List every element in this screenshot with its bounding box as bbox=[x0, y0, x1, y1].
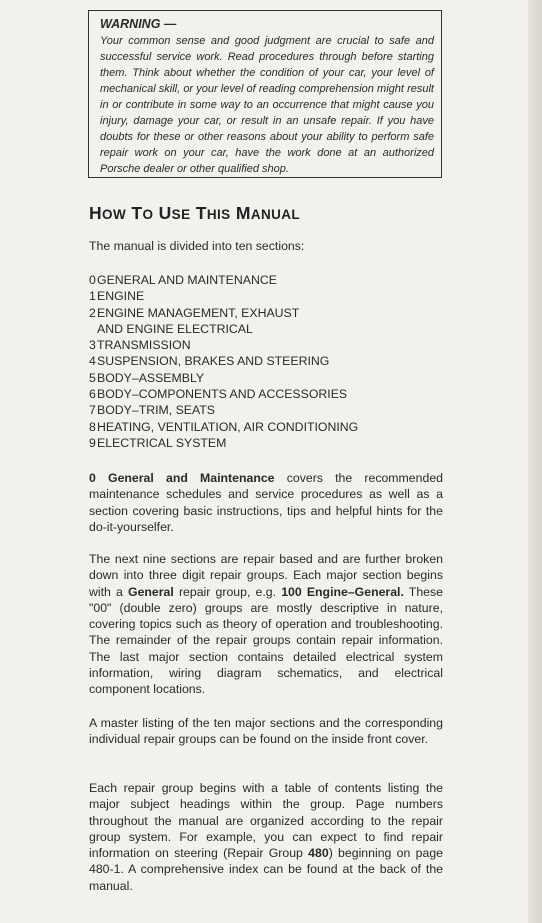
repair-sections-paragraph bbox=[89, 551, 443, 698]
paragraph-text: The next nine sections are repair based and are further broken down into three digit repair groups. Each major section begins with a bbox=[89, 552, 443, 599]
section-label: SUSPENSION, BRAKES AND STEERING bbox=[97, 354, 330, 369]
section-item bbox=[89, 386, 443, 402]
paragraph-text: ) beginning on page 480-1. A comprehensive index can be found at the back of the manual. bbox=[89, 846, 443, 893]
section-label: ELECTRICAL SYSTEM bbox=[97, 435, 227, 450]
section-item bbox=[89, 402, 443, 418]
section-item bbox=[89, 435, 443, 451]
section-label: HEATING, VENTILATION, AIR CONDITIONING bbox=[97, 419, 359, 434]
section-item bbox=[89, 305, 443, 321]
heading-letter: T bbox=[131, 203, 143, 223]
section-number: 5 bbox=[89, 370, 96, 385]
section-number: 9 bbox=[89, 435, 96, 450]
section-label: ENGINE bbox=[97, 289, 145, 304]
section-label: TRANSMISSION bbox=[97, 338, 191, 353]
section-number: 1 bbox=[89, 289, 96, 304]
section-label: ENGINE MANAGEMENT, EXHAUST bbox=[97, 305, 300, 320]
heading-letters: HIS bbox=[206, 207, 231, 222]
section-number: 7 bbox=[89, 403, 96, 418]
heading-letters: OW bbox=[102, 207, 127, 222]
bold-term: 480 bbox=[308, 846, 329, 861]
paragraph-text: repair group, e.g. bbox=[173, 584, 282, 599]
section-item bbox=[89, 337, 443, 353]
paragraph-text: Each repair group begins with a table of contents listing the major subject headings within the group. Page numbers throughout the manual are organized according to the repair group system. For example, you can expect to find repair information on steering (Repair Group bbox=[89, 781, 443, 861]
section-number: 3 bbox=[89, 338, 96, 353]
warning-title: WARNING — bbox=[100, 17, 177, 31]
repair-group-paragraph bbox=[89, 780, 443, 894]
warning-box bbox=[88, 10, 442, 178]
master-listing-paragraph: A master listing of the ten major sections and the corresponding individual repair groups can be found on the inside front cover. bbox=[89, 716, 443, 747]
section-number: 6 bbox=[89, 387, 96, 402]
page-edge bbox=[528, 0, 542, 923]
sections-list bbox=[89, 272, 443, 451]
section-number: 2 bbox=[89, 305, 96, 320]
section-item bbox=[89, 419, 443, 435]
heading-letter: U bbox=[158, 203, 172, 223]
intro-paragraph: The manual is divided into ten sections: bbox=[89, 239, 305, 253]
heading-letters: O bbox=[142, 207, 154, 222]
heading-letter: T bbox=[195, 203, 207, 223]
heading-letters: SE bbox=[171, 207, 191, 222]
bold-term: 100 Engine–General. bbox=[281, 584, 404, 599]
general-maintenance-paragraph bbox=[89, 470, 443, 535]
section-number: 8 bbox=[89, 419, 96, 434]
section-number: 4 bbox=[89, 354, 96, 369]
heading-letters: ANUAL bbox=[250, 207, 301, 222]
section-label: BODY–COMPONENTS AND ACCESSORIES bbox=[97, 387, 348, 402]
section-label: BODY–ASSEMBLY bbox=[97, 370, 205, 385]
section-heading bbox=[89, 203, 300, 224]
section-number: 0 bbox=[89, 273, 96, 287]
section-item bbox=[89, 370, 443, 386]
section-item bbox=[89, 353, 443, 369]
section-label: GENERAL AND MAINTENANCE bbox=[97, 273, 277, 287]
paragraph-text: covers the recommended maintenance schedules and service procedures as well as a section covering basic instructions, tips and helpful hints for the do-it-yourselfer. bbox=[89, 471, 443, 534]
warning-text: Your common sense and good judgment are crucial to safe and successful service work. Read procedures through before starting them. Think about whether the condition of your car, your level of mechanical skill, or your level of reading comprehension might result in or contribute in some way to an occurrence that might cause you injury, damage your car, or result in an unsafe repair. If you have doubts for these or other reasons about your ability to perform safe repair work on your car, have the work done at an authorized Porsche dealer or other qualified shop. bbox=[100, 35, 434, 175]
bold-term: 0 General and Maintenance bbox=[89, 471, 275, 485]
heading-letter: H bbox=[89, 203, 103, 223]
heading-letter: M bbox=[235, 203, 251, 223]
section-label: AND ENGINE ELECTRICAL bbox=[97, 321, 253, 336]
paragraph-text: These "00" (double zero) groups are mostly descriptive in nature, covering topics such as theory of operation and troubleshooting. The remainder of the repair groups contain repair information. The last major section contains detailed electrical system information, wiring diagram schematics, and electrical component locations. bbox=[89, 584, 443, 697]
bold-term: General bbox=[128, 584, 174, 599]
section-item bbox=[89, 321, 443, 337]
section-label: BODY–TRIM, SEATS bbox=[97, 403, 215, 418]
section-item bbox=[89, 272, 443, 288]
section-item bbox=[89, 288, 443, 304]
